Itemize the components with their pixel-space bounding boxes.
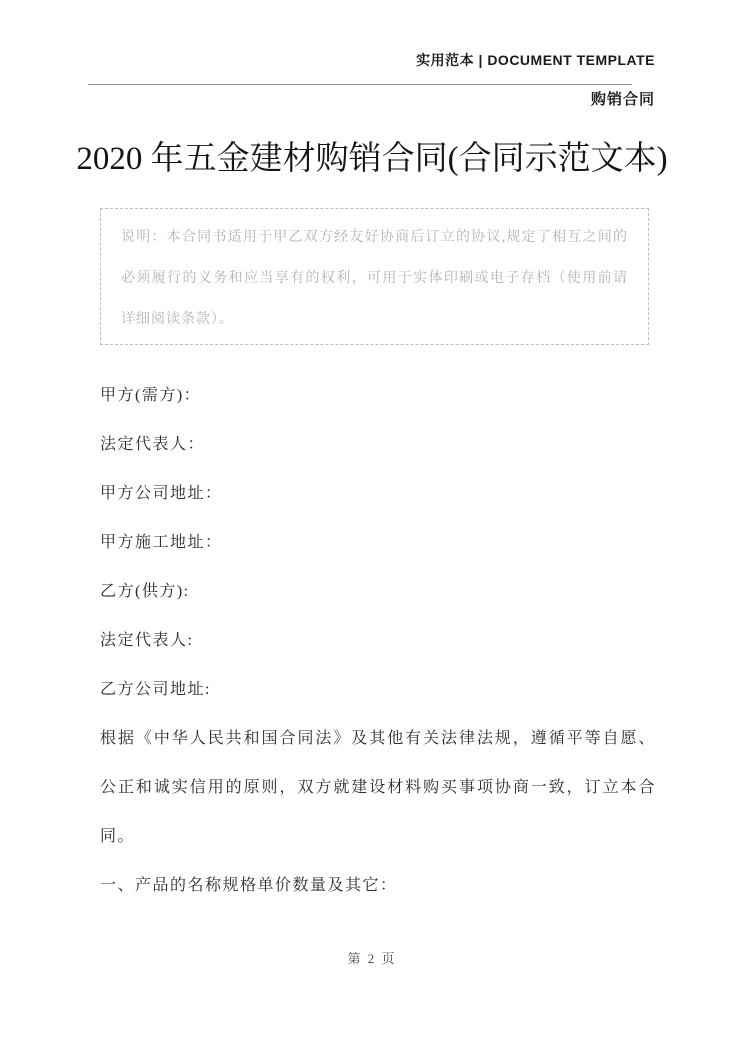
section-1-heading: 一、产品的名称规格单价数量及其它： xyxy=(100,877,398,894)
field-legal-representative-a: 法定代表人： xyxy=(100,436,206,453)
field-party-a-construction-address: 甲方施工地址： xyxy=(100,534,223,551)
field-party-a: 甲方(需方)： xyxy=(100,387,202,404)
header-doc-type: 购销合同 xyxy=(590,91,655,108)
header-brand-text: 实用范本 | DOCUMENT TEMPLATE xyxy=(416,52,655,68)
notice-text: 说明：本合同书适用于甲乙双方经友好协商后订立的协议,规定了相互之间的必须履行的义务和应当享有的权利，可用于实体印刷或电子存档（使用前请详细阅读条款）。 xyxy=(121,230,628,327)
field-party-a-company-address: 甲方公司地址： xyxy=(100,485,223,502)
page-number: 第 2 页 xyxy=(347,951,397,966)
notice-box xyxy=(100,208,649,345)
document-title: 2020 年五金建材购销合同(合同示范文本) xyxy=(76,141,668,177)
contract-body xyxy=(100,371,656,910)
header-divider-rule xyxy=(88,84,632,85)
preamble-paragraph: 根据《中华人民共和国合同法》及其他有关法律法规，遵循平等自愿、公正和诚实信用的原则，双方就建设材料购买事项协商一致，订立本合同。 xyxy=(100,730,656,845)
field-party-b: 乙方(供方): xyxy=(100,583,190,600)
field-legal-representative-b: 法定代表人: xyxy=(100,632,194,649)
field-party-b-company-address: 乙方公司地址: xyxy=(100,681,211,698)
